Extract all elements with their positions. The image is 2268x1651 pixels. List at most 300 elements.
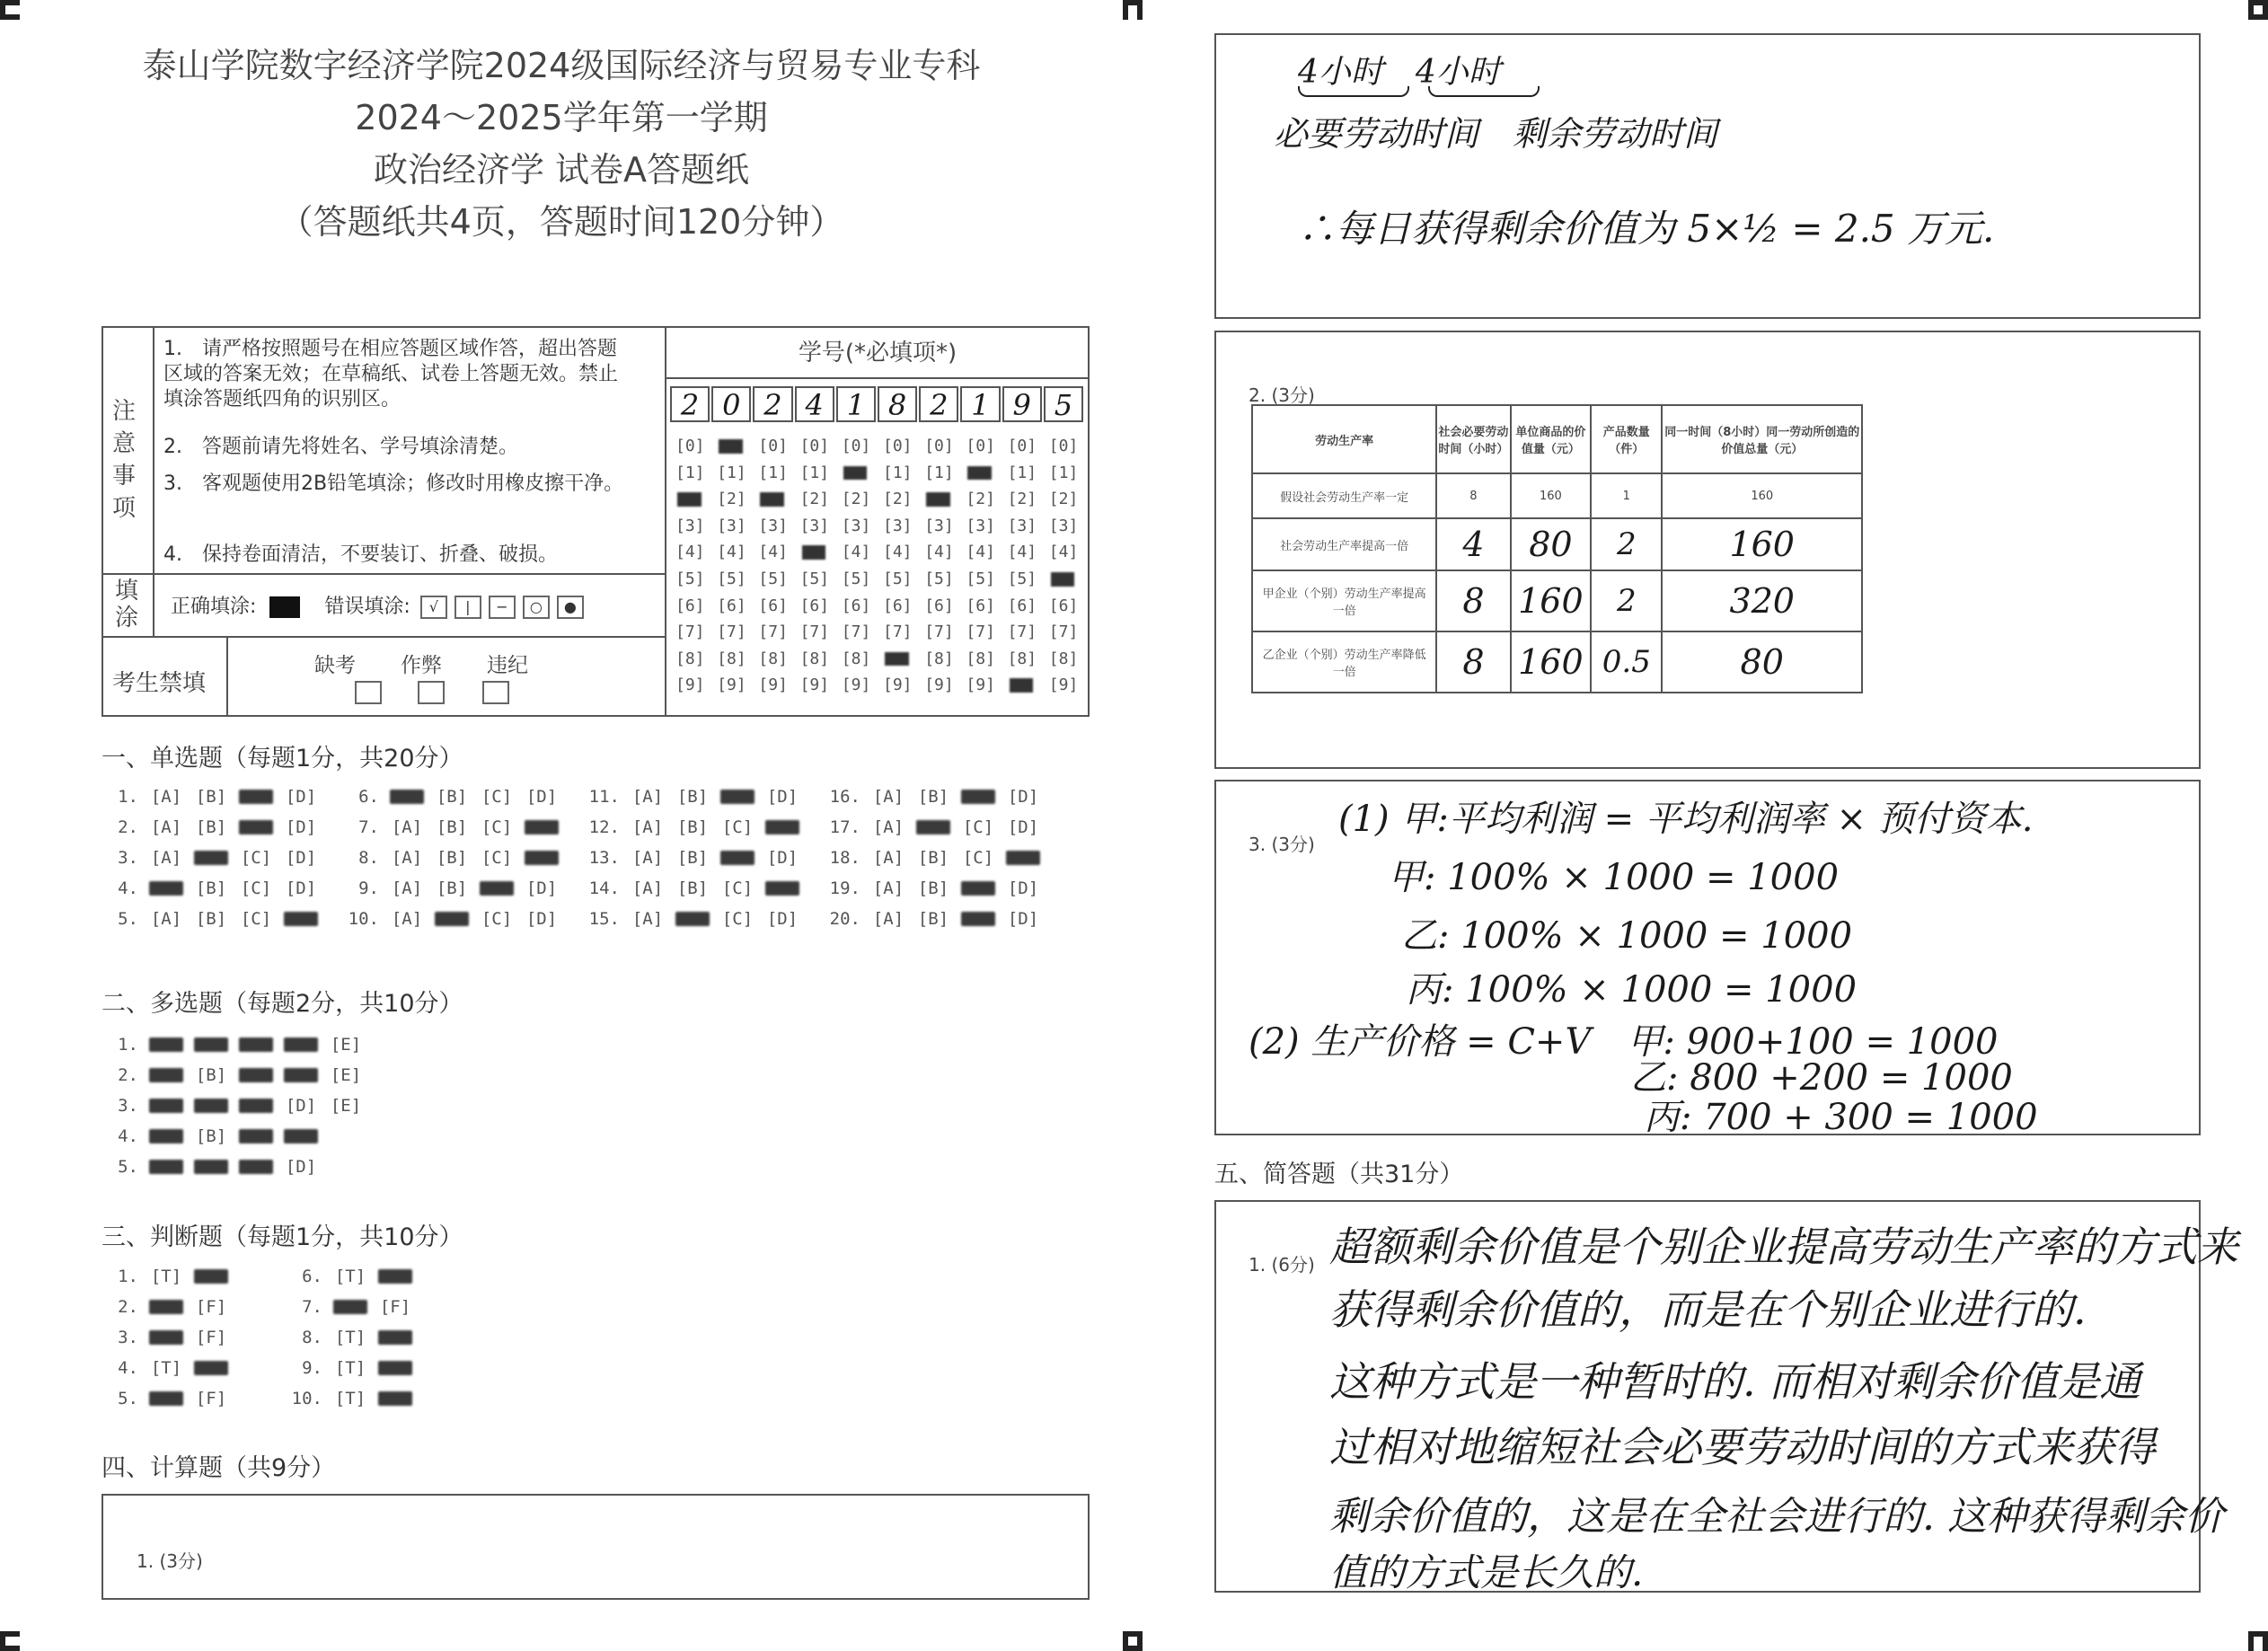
student-id-bubble[interactable]: [3] [675,516,705,535]
answer-bubble[interactable]: [C] [721,817,754,837]
answer-bubble[interactable]: [C] [481,787,513,807]
student-id-bubble[interactable]: [1] [675,463,705,482]
multi-choice-title: 二、多选题（每题2分，共10分） [101,990,463,1018]
student-id-bubble[interactable]: [0] [799,437,830,455]
student-id-column [675,433,705,699]
answer-bubble[interactable]: [B] [917,909,949,929]
answer-bubble[interactable]: [A] [631,909,664,929]
answer-bubble[interactable]: [B] [195,787,227,807]
answer-bubble[interactable] [278,1035,323,1055]
answer-bubble[interactable] [429,909,474,929]
answer-bubble[interactable] [189,1358,234,1378]
student-id-bubble[interactable]: [1] [758,463,788,482]
answer-bubble[interactable] [715,787,760,807]
answer-bubble[interactable]: [B] [436,878,468,898]
answer-bubble[interactable]: [C] [962,817,994,837]
answer-bubble[interactable]: [A] [872,817,905,837]
student-id-digit-box: 1 [836,386,876,422]
answer-bubble[interactable] [1001,848,1046,868]
answer-bubble[interactable]: [D] [285,1096,317,1116]
student-id-bubble[interactable]: [7] [966,622,995,642]
answer-bubble[interactable]: [E] [330,1096,362,1116]
calc-q3-line: (2) 生产价格 = C+V 甲: 900+100 = 1000 [1249,1021,1999,1063]
violation-checkbox[interactable] [482,681,509,704]
question-number: 1. [118,787,138,807]
wrong-fill-check: √ [420,596,447,619]
student-id-bubble[interactable]: [5] [1007,569,1037,588]
answer-bubble[interactable] [234,1126,278,1146]
answer-bubble[interactable] [519,848,564,868]
forbid-items [314,649,573,678]
answer-bubble[interactable] [278,909,323,929]
answer-bubble[interactable] [189,1096,234,1116]
question-number: 7. [358,817,379,837]
answer-bubble[interactable]: [A] [150,848,182,868]
student-id-bubble[interactable]: [8] [1048,649,1079,668]
answer-bubble[interactable]: [D] [1007,787,1039,807]
student-id-bubble[interactable] [717,433,746,460]
student-id-bubble[interactable]: [3] [1007,516,1037,535]
answer-bubble[interactable]: [D] [1007,817,1039,837]
calc-q1-hand-line2: 必要劳动时间 剩余劳动时间 [1274,114,1718,154]
answer-bubble[interactable] [715,848,760,868]
fill-example-row [171,591,587,619]
exam-header-line2: 2024～2025学年第一学期 [355,98,768,137]
answer-bubble[interactable] [760,878,805,898]
table-cell: 8 [1436,570,1510,631]
answer-bubble[interactable] [278,1065,323,1085]
student-id-bubble[interactable]: [6] [717,596,746,615]
answer-bubble[interactable]: [A] [872,878,905,898]
answer-bubble[interactable]: [A] [150,817,182,837]
student-id-bubble[interactable]: [7] [758,622,788,642]
answer-bubble[interactable]: [B] [195,1065,227,1085]
answer-bubble[interactable]: [B] [195,817,227,837]
table-cell: 160 [1511,570,1592,631]
student-id-bubble[interactable]: [7] [799,622,830,642]
question-number: 16. [829,787,860,807]
short-answer-line: 过相对地缩短社会必要劳动时间的方式来获得 [1329,1423,2156,1471]
info-box-divider [665,326,666,717]
student-id-bubble[interactable]: [9] [841,675,871,695]
answer-bubble[interactable] [189,1267,234,1286]
student-id-bubble[interactable] [883,646,913,673]
answer-bubble[interactable] [144,878,189,898]
answer-bubble[interactable] [670,909,715,929]
answer-bubble[interactable]: [B] [195,909,227,929]
answer-bubble[interactable]: [C] [481,909,513,929]
student-id-bubble[interactable]: [9] [883,675,913,695]
student-id-bubble[interactable]: [3] [717,516,746,535]
answer-bubble[interactable]: [B] [676,878,709,898]
answer-bubble[interactable]: [B] [917,787,949,807]
answer-bubble[interactable]: [C] [721,878,754,898]
answer-bubble[interactable]: [T] [150,1267,182,1286]
question-number: 2. [118,817,138,837]
student-id-bubble[interactable]: [6] [1007,596,1037,615]
answer-bubble[interactable]: [A] [631,878,664,898]
answer-bubble[interactable] [144,1065,189,1085]
true-false-question [285,1267,418,1286]
answer-bubble[interactable] [373,1267,418,1286]
answer-bubble[interactable]: [B] [676,848,709,868]
student-id-bubble[interactable]: [2] [1048,490,1079,509]
fill-label: 填涂 [115,578,139,631]
student-id-bubble[interactable] [1008,672,1037,699]
student-id-bubble[interactable]: [8] [966,649,995,668]
student-id-bubble[interactable]: [0] [758,437,788,455]
student-id-bubble[interactable]: [8] [675,649,705,668]
answer-bubble[interactable]: [T] [334,1328,366,1347]
student-id-bubble[interactable]: [3] [841,516,871,535]
student-id-bubble[interactable]: [9] [758,675,788,695]
student-id-bubble[interactable]: [8] [758,649,788,668]
answer-bubble[interactable]: [A] [391,848,423,868]
answer-bubble[interactable]: [A] [872,848,905,868]
student-id-bubble[interactable]: [0] [1048,437,1079,455]
answer-bubble[interactable]: [D] [525,878,558,898]
answer-bubble[interactable] [911,817,956,837]
answer-bubble[interactable] [144,1389,189,1408]
answer-bubble[interactable] [373,1358,418,1378]
question-number: 6. [302,1267,322,1286]
student-id-bubble[interactable]: [0] [841,437,871,455]
student-id-bubble[interactable]: [6] [841,596,871,615]
true-false-question [285,1297,418,1317]
answer-bubble[interactable]: [B] [436,817,468,837]
answer-bubble[interactable]: [D] [285,817,317,837]
question-number: 4. [118,1358,138,1378]
student-id-bubble[interactable]: [5] [799,569,830,588]
student-id-bubble[interactable]: [6] [758,596,788,615]
answer-bubble[interactable]: [B] [195,1126,227,1146]
student-id-bubble[interactable] [1049,566,1079,593]
answer-bubble[interactable] [234,1065,278,1085]
answer-bubble[interactable]: [C] [962,848,994,868]
answer-bubble[interactable] [234,817,278,837]
student-id-bubble[interactable] [966,460,995,487]
student-id-bubble[interactable]: [5] [758,569,788,588]
answer-bubble[interactable]: [F] [195,1297,227,1317]
student-id-bubble[interactable] [924,486,954,513]
answer-bubble[interactable]: [C] [240,848,272,868]
absent-checkbox[interactable] [355,681,382,704]
student-id-bubble[interactable]: [6] [924,596,954,615]
student-id-bubble[interactable]: [1] [1007,463,1037,482]
student-id-bubble[interactable]: [5] [675,569,705,588]
student-id-bubble[interactable]: [1] [717,463,746,482]
student-id-bubble[interactable]: [6] [883,596,913,615]
answer-bubble[interactable]: [A] [391,878,423,898]
answer-bubble[interactable] [278,1126,323,1146]
student-id-bubble[interactable]: [7] [675,622,705,642]
answer-bubble[interactable] [956,878,1001,898]
calc-q2-label: 2. (3分) [1249,384,1315,406]
answer-bubble[interactable]: [B] [436,787,468,807]
answer-bubble[interactable]: [A] [872,909,905,929]
student-id-bubble[interactable]: [8] [924,649,954,668]
answer-bubble[interactable] [760,817,805,837]
answer-bubble[interactable]: [T] [334,1358,366,1378]
student-id-digit-row [670,386,1085,424]
student-id-bubble[interactable]: [4] [883,543,913,562]
answer-bubble[interactable] [373,1389,418,1408]
answer-bubble[interactable] [234,1096,278,1116]
table-cell: 假设社会劳动生产率一定 [1252,473,1436,518]
student-id-bubble[interactable]: [0] [883,437,913,455]
calc-q1-label: 1. (3分) [137,1550,203,1572]
student-id-bubble[interactable]: [7] [924,622,954,642]
answer-bubble[interactable] [956,909,1001,929]
student-id-bubble[interactable] [842,460,871,487]
student-id-bubble[interactable]: [2] [883,490,913,509]
table-header: 同一时间（8小时）同一劳动所创造的价值总量（元） [1662,405,1862,473]
student-id-bubble[interactable] [675,486,705,513]
student-id-column [1049,433,1079,699]
student-id-bubble[interactable]: [6] [966,596,995,615]
student-id-bubble[interactable]: [2] [841,490,871,509]
answer-bubble[interactable] [144,1035,189,1055]
answer-bubble[interactable]: [D] [525,909,558,929]
student-id-bubble[interactable]: [0] [675,437,705,455]
student-id-digit-box: 1 [960,386,1000,422]
student-id-bubble[interactable]: [3] [758,516,788,535]
answer-bubble[interactable]: [B] [195,878,227,898]
answer-bubble[interactable] [384,787,429,807]
student-id-bubble[interactable]: [2] [799,490,830,509]
question-number: 3. [118,1096,138,1116]
student-id-bubble[interactable]: [4] [966,543,995,562]
question-number: 1. [118,1035,138,1055]
true-false-question [101,1389,234,1408]
answer-bubble[interactable]: [A] [150,787,182,807]
question-number: 4. [118,878,138,898]
student-id-bubble[interactable]: [7] [841,622,871,642]
answer-bubble[interactable] [234,1035,278,1055]
answer-bubble[interactable]: [E] [330,1065,362,1085]
answer-bubble[interactable]: [D] [766,909,799,929]
student-id-bubble[interactable]: [0] [1007,437,1037,455]
answer-bubble[interactable] [189,1157,234,1177]
answer-bubble[interactable]: [F] [195,1389,227,1408]
answer-bubble[interactable] [328,1297,373,1317]
question-number: 6. [358,787,379,807]
student-id-bubble[interactable]: [9] [1048,675,1079,695]
wrong-fill-dot: ● [557,596,584,619]
student-id-bubble[interactable]: [5] [841,569,871,588]
table-cell: 160 [1511,631,1592,693]
answer-bubble[interactable] [234,787,278,807]
single-choice-question [341,878,564,898]
student-id-bubble[interactable]: [8] [841,649,871,668]
student-id-bubble[interactable]: [5] [924,569,954,588]
answer-bubble[interactable]: [E] [330,1035,362,1055]
cheat-checkbox[interactable] [418,681,445,704]
student-id-bubble[interactable]: [2] [966,490,995,509]
answer-bubble[interactable]: [D] [525,787,558,807]
answer-bubble[interactable] [956,787,1001,807]
student-id-bubble[interactable]: [9] [966,675,995,695]
student-id-bubble[interactable]: [9] [924,675,954,695]
student-id-bubble[interactable]: [3] [883,516,913,535]
student-id-bubble[interactable]: [5] [883,569,913,588]
table-header: 产品数量（件） [1591,405,1662,473]
answer-bubble[interactable]: [A] [391,817,423,837]
answer-bubble[interactable]: [A] [391,909,423,929]
student-id-bubble[interactable]: [4] [924,543,954,562]
table-header: 社会必要劳动时间（小时） [1436,405,1510,473]
answer-bubble[interactable]: [D] [766,848,799,868]
answer-bubble[interactable] [144,1096,189,1116]
table-cell: 320 [1662,570,1862,631]
table-cell: 2 [1591,518,1662,570]
question-number: 9. [302,1358,322,1378]
answer-bubble[interactable]: [A] [872,787,905,807]
answer-bubble[interactable]: [D] [285,848,317,868]
table-cell: 1 [1591,473,1662,518]
question-number: 3. [118,848,138,868]
student-id-bubble[interactable]: [9] [799,675,830,695]
student-id-bubble[interactable]: [1] [799,463,830,482]
answer-bubble[interactable]: [B] [676,787,709,807]
answer-bubble[interactable]: [A] [150,909,182,929]
answer-bubble[interactable] [474,878,519,898]
notice-item: 4. 保持卷面清洁，不要装订、折叠、破损。 [163,543,558,566]
corner-marker [1123,1631,1143,1651]
short-answer-line: 值的方式是长久的. [1329,1550,1644,1594]
student-id-bubble[interactable]: [6] [799,596,830,615]
student-id-bubble[interactable]: [4] [717,543,746,562]
calc-q1-brace [1298,86,1409,97]
student-id-bubble[interactable]: [4] [758,543,788,562]
student-id-bubble[interactable]: [3] [966,516,995,535]
answer-bubble[interactable]: [B] [436,848,468,868]
calc-q3-line: 甲: 100% × 1000 = 1000 [1388,857,1840,898]
answer-bubble[interactable] [144,1297,189,1317]
forbid-label: 考生禁填 [112,670,207,697]
question-number: 10. [291,1389,322,1408]
student-id-bubble[interactable]: [4] [675,543,705,562]
answer-bubble[interactable]: [T] [334,1389,366,1408]
student-id-bubble[interactable]: [0] [966,437,995,455]
answer-bubble[interactable] [234,1157,278,1177]
student-id-bubble[interactable]: [4] [1007,543,1037,562]
student-id-bubble[interactable]: [9] [717,675,746,695]
answer-bubble[interactable] [519,817,564,837]
answer-bubble[interactable]: [C] [481,817,513,837]
student-id-bubble[interactable]: [9] [675,675,705,695]
short-answer-line: 获得剩余价值的，而是在个别企业进行的. [1329,1285,2087,1334]
student-id-bubble[interactable]: [2] [717,490,746,509]
student-id-column [1008,433,1037,699]
student-id-bubble[interactable]: [8] [717,649,746,668]
answer-bubble[interactable]: [F] [379,1297,411,1317]
answer-bubble[interactable]: [C] [721,909,754,929]
student-id-digit-box: 4 [795,386,834,422]
answer-bubble[interactable]: [B] [917,878,949,898]
info-box-divider [101,636,666,638]
student-id-bubble[interactable] [758,486,788,513]
answer-bubble[interactable]: [D] [285,878,317,898]
student-id-bubble[interactable]: [7] [883,622,913,642]
answer-bubble[interactable]: [T] [150,1358,182,1378]
info-box-divider [153,326,154,638]
student-id-bubble[interactable]: [7] [1048,622,1079,642]
single-choice-question [823,817,1046,837]
student-id-bubble[interactable]: [7] [1007,622,1037,642]
single-choice-question [823,878,1046,898]
answer-bubble[interactable] [144,1126,189,1146]
student-id-column [758,433,788,699]
student-id-column [883,433,913,699]
single-choice-question [101,817,323,837]
true-false-question [101,1358,234,1378]
answer-bubble[interactable]: [A] [631,817,664,837]
answer-bubble[interactable]: [C] [240,878,272,898]
student-id-bubble[interactable]: [1] [1048,463,1079,482]
student-id-bubble[interactable]: [4] [841,543,871,562]
answer-bubble[interactable]: [F] [195,1328,227,1347]
single-choice-question [341,817,564,837]
single-choice-question [101,909,323,929]
answer-bubble[interactable] [144,1328,189,1347]
student-id-bubble[interactable] [800,539,830,566]
student-id-bubble[interactable]: [0] [924,437,954,455]
single-choice-question [823,909,1046,929]
multi-choice-question [101,1035,368,1055]
answer-bubble[interactable]: [C] [481,848,513,868]
calc-title: 四、计算题（共9分） [101,1454,336,1482]
answer-bubble[interactable] [189,848,234,868]
answer-bubble[interactable]: [D] [285,787,317,807]
student-id-bubble[interactable]: [1] [883,463,913,482]
student-id-bubble[interactable]: [5] [717,569,746,588]
answer-bubble[interactable] [373,1328,418,1347]
student-id-bubble[interactable]: [6] [675,596,705,615]
student-id-bubble[interactable]: [3] [1048,516,1079,535]
answer-bubble[interactable]: [C] [240,909,272,929]
student-id-bubble[interactable]: [6] [1048,596,1079,615]
answer-bubble[interactable]: [D] [285,1157,317,1177]
notice-item: 2. 答题前请先将姓名、学号填涂清楚。 [163,436,518,458]
answer-bubble[interactable] [144,1157,189,1177]
student-id-bubble[interactable]: [4] [1048,543,1079,562]
answer-bubble[interactable] [189,1035,234,1055]
question-number: 13. [588,848,620,868]
answer-bubble[interactable]: [D] [1007,878,1039,898]
answer-bubble[interactable]: [A] [631,787,664,807]
question-number: 15. [588,909,620,929]
single-choice-question [582,848,805,868]
answer-bubble[interactable]: [A] [631,848,664,868]
student-id-bubble[interactable]: [3] [924,516,954,535]
answer-bubble[interactable]: [T] [334,1267,366,1286]
answer-bubble[interactable]: [D] [1007,909,1039,929]
student-id-bubble[interactable]: [5] [966,569,995,588]
single-choice-question [823,848,1046,868]
student-id-bubble[interactable]: [3] [799,516,830,535]
student-id-bubble[interactable]: [8] [799,649,830,668]
student-id-bubble[interactable]: [7] [717,622,746,642]
student-id-bubble[interactable]: [1] [924,463,954,482]
student-id-bubble[interactable]: [8] [1007,649,1037,668]
calc-q3-line: 丙: 100% × 1000 = 1000 [1406,969,1858,1011]
student-id-bubble[interactable]: [2] [1007,490,1037,509]
question-number: 3. [118,1328,138,1347]
answer-bubble[interactable]: [D] [766,787,799,807]
answer-bubble[interactable]: [B] [917,848,949,868]
answer-bubble[interactable]: [B] [676,817,709,837]
